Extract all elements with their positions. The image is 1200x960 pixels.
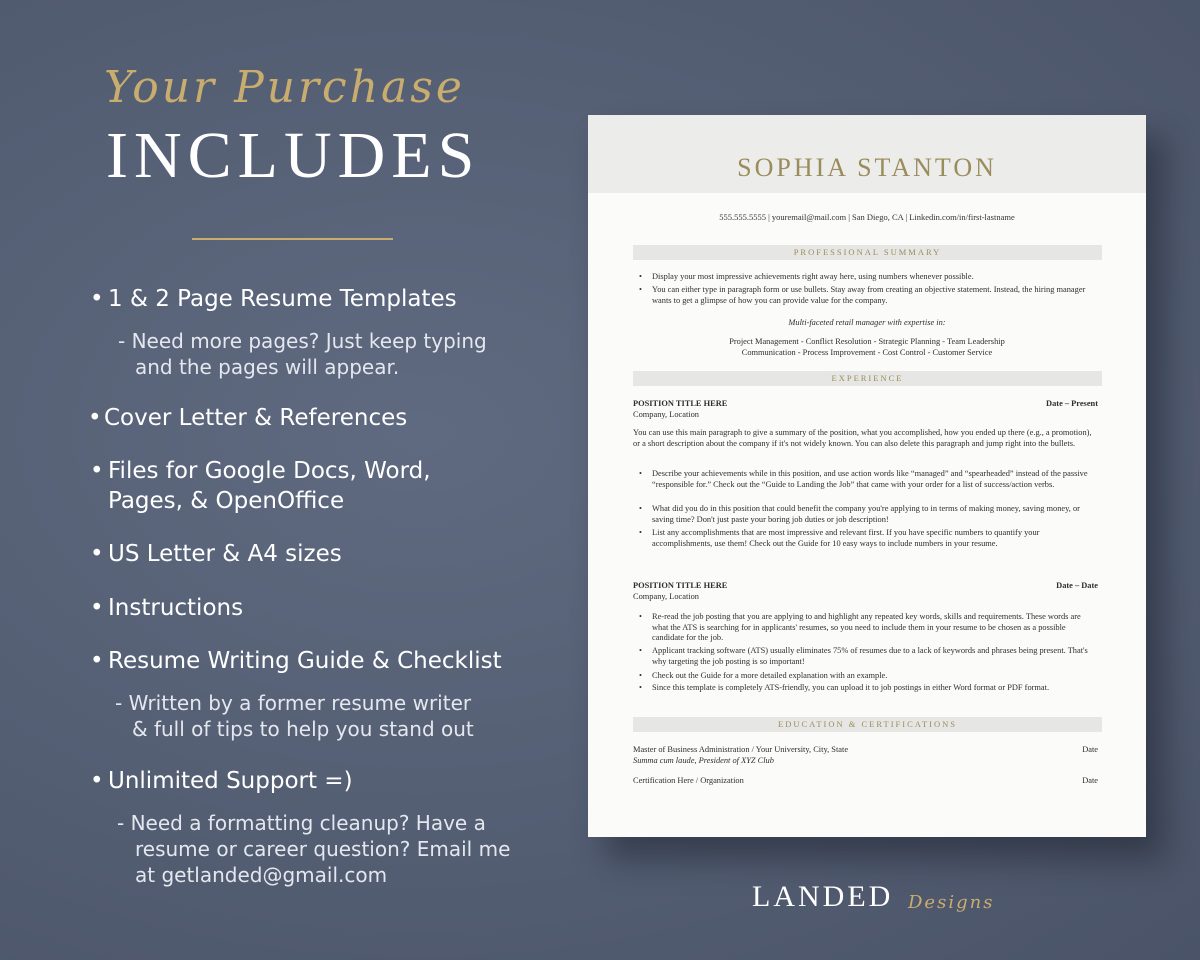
resume-education-honor: Summa cum laude, President of XYZ Club <box>633 756 774 765</box>
feature-subnote: - Written by a former resume writer <box>115 691 472 715</box>
resume-contact: 555.555.5555 | youremail@mail.com | San Diego, CA | Linkedin.com/in/first-lastname <box>719 212 1015 222</box>
resume-expertise-line: Project Management - Conflict Resolution - Strategic Planning - Team Leadership <box>729 337 1005 346</box>
feature-item: • Resume Writing Guide & Checklist <box>90 648 502 674</box>
resume-job-date: Date – Present <box>1046 399 1098 408</box>
brand-logo-text: LANDED <box>752 880 894 913</box>
feature-item: • Cover Letter & References <box>88 405 408 431</box>
feature-subnote: - Need a formatting cleanup? Have a <box>117 811 486 835</box>
resume-job-company: Company, Location <box>633 592 699 601</box>
feature-item: • Files for Google Docs, Word, <box>90 458 431 484</box>
resume-job-title: POSITION TITLE HERE <box>633 399 728 408</box>
resume-section-experience: EXPERIENCE <box>633 371 1102 386</box>
resume-bullet: • Check out the Guide for a more detailed explanation with an example. <box>652 671 1092 682</box>
feature-subnote: at getlanded@gmail.com <box>135 863 388 887</box>
feature-item: • 1 & 2 Page Resume Templates <box>90 286 457 312</box>
resume-job-title: POSITION TITLE HERE <box>633 581 728 590</box>
resume-name: SOPHIA STANTON <box>737 153 997 182</box>
resume-preview <box>588 115 1146 837</box>
heading-script: Your Purchase <box>104 62 465 113</box>
feature-subnote: and the pages will appear. <box>135 355 400 379</box>
feature-item: Pages, & OpenOffice <box>108 488 345 514</box>
resume-certification-date: Date <box>1082 776 1098 785</box>
heading-main: INCLUDES <box>106 119 481 192</box>
resume-bullet: • Applicant tracking software (ATS) usually eliminates 75% of resumes due to a lack of keywords and phrases being present. That's why targeting the job posting is so important! <box>652 646 1092 667</box>
brand-logo-script: Designs <box>908 892 995 913</box>
feature-subnote: & full of tips to help you stand out <box>132 717 474 741</box>
resume-expertise-line: Communication - Process Improvement - Cost Control - Customer Service <box>741 348 993 357</box>
resume-bullet: • Display your most impressive achievements right away here, using numbers whenever possible. <box>652 272 1092 283</box>
resume-bullet: • Describe your achievements while in this position, and use action words like “managed” and “spearheaded” instead of the passive “responsible for.” Check out the “Guide to Landing the Job” that came with your order for a list of success/action verbs. <box>652 469 1092 490</box>
feature-item: • Unlimited Support =) <box>90 768 353 794</box>
resume-section-summary: PROFESSIONAL SUMMARY <box>633 245 1102 260</box>
resume-section-education: EDUCATION & CERTIFICATIONS <box>633 717 1102 732</box>
resume-bullet: • List any accomplishments that are most impressive and relevant first. If you have specific numbers to quantify your accomplishments, use them! Check out the Guide for 10 easy ways to include numbers in your resume. <box>652 528 1092 549</box>
resume-education-entry: Master of Business Administration / Your University, City, State <box>633 745 849 754</box>
resume-job-paragraph: You can use this main paragraph to give a summary of the position, what you accomplished, how you ended up there (e.g., a promotion), or a short description about the company if it's not widely known. You can also delete this paragraph and jump right into the bullets. <box>633 428 1092 448</box>
resume-bullet: • What did you do in this position that could benefit the company you're applying to in terms of making money, saving money, or saving time? Don't just paste your boring job duties or job description! <box>652 504 1092 525</box>
resume-job-date: Date – Date <box>1056 581 1098 590</box>
feature-subnote: resume or career question? Email me <box>135 837 511 861</box>
resume-education-date: Date <box>1082 745 1098 754</box>
feature-item: • Instructions <box>90 595 244 621</box>
heading-divider <box>192 238 393 240</box>
resume-expertise-title: Multi-faceted retail manager with expertise in: <box>788 318 946 327</box>
resume-bullet: • You can either type in paragraph form or use bullets. Stay away from creating an objective statement. Instead, the hiring manager wants to get a glimpse of how you can provide value for the company. <box>652 285 1092 306</box>
feature-item: • US Letter & A4 sizes <box>90 541 342 567</box>
resume-certification-entry: Certification Here / Organization <box>633 776 744 785</box>
resume-bullet: • Since this template is completely ATS-friendly, you can upload it to job postings in either Word format or PDF format. <box>652 683 1092 694</box>
resume-job-company: Company, Location <box>633 410 699 419</box>
resume-bullet: • Re-read the job posting that you are applying to and highlight any repeated key words, skills and requirements. These words are what the ATS is searching for in applicants' resumes, so you need to include them in your resume to be chosen as a possible candidate for the job. <box>652 612 1092 644</box>
feature-subnote: - Need more pages? Just keep typing <box>118 329 487 353</box>
